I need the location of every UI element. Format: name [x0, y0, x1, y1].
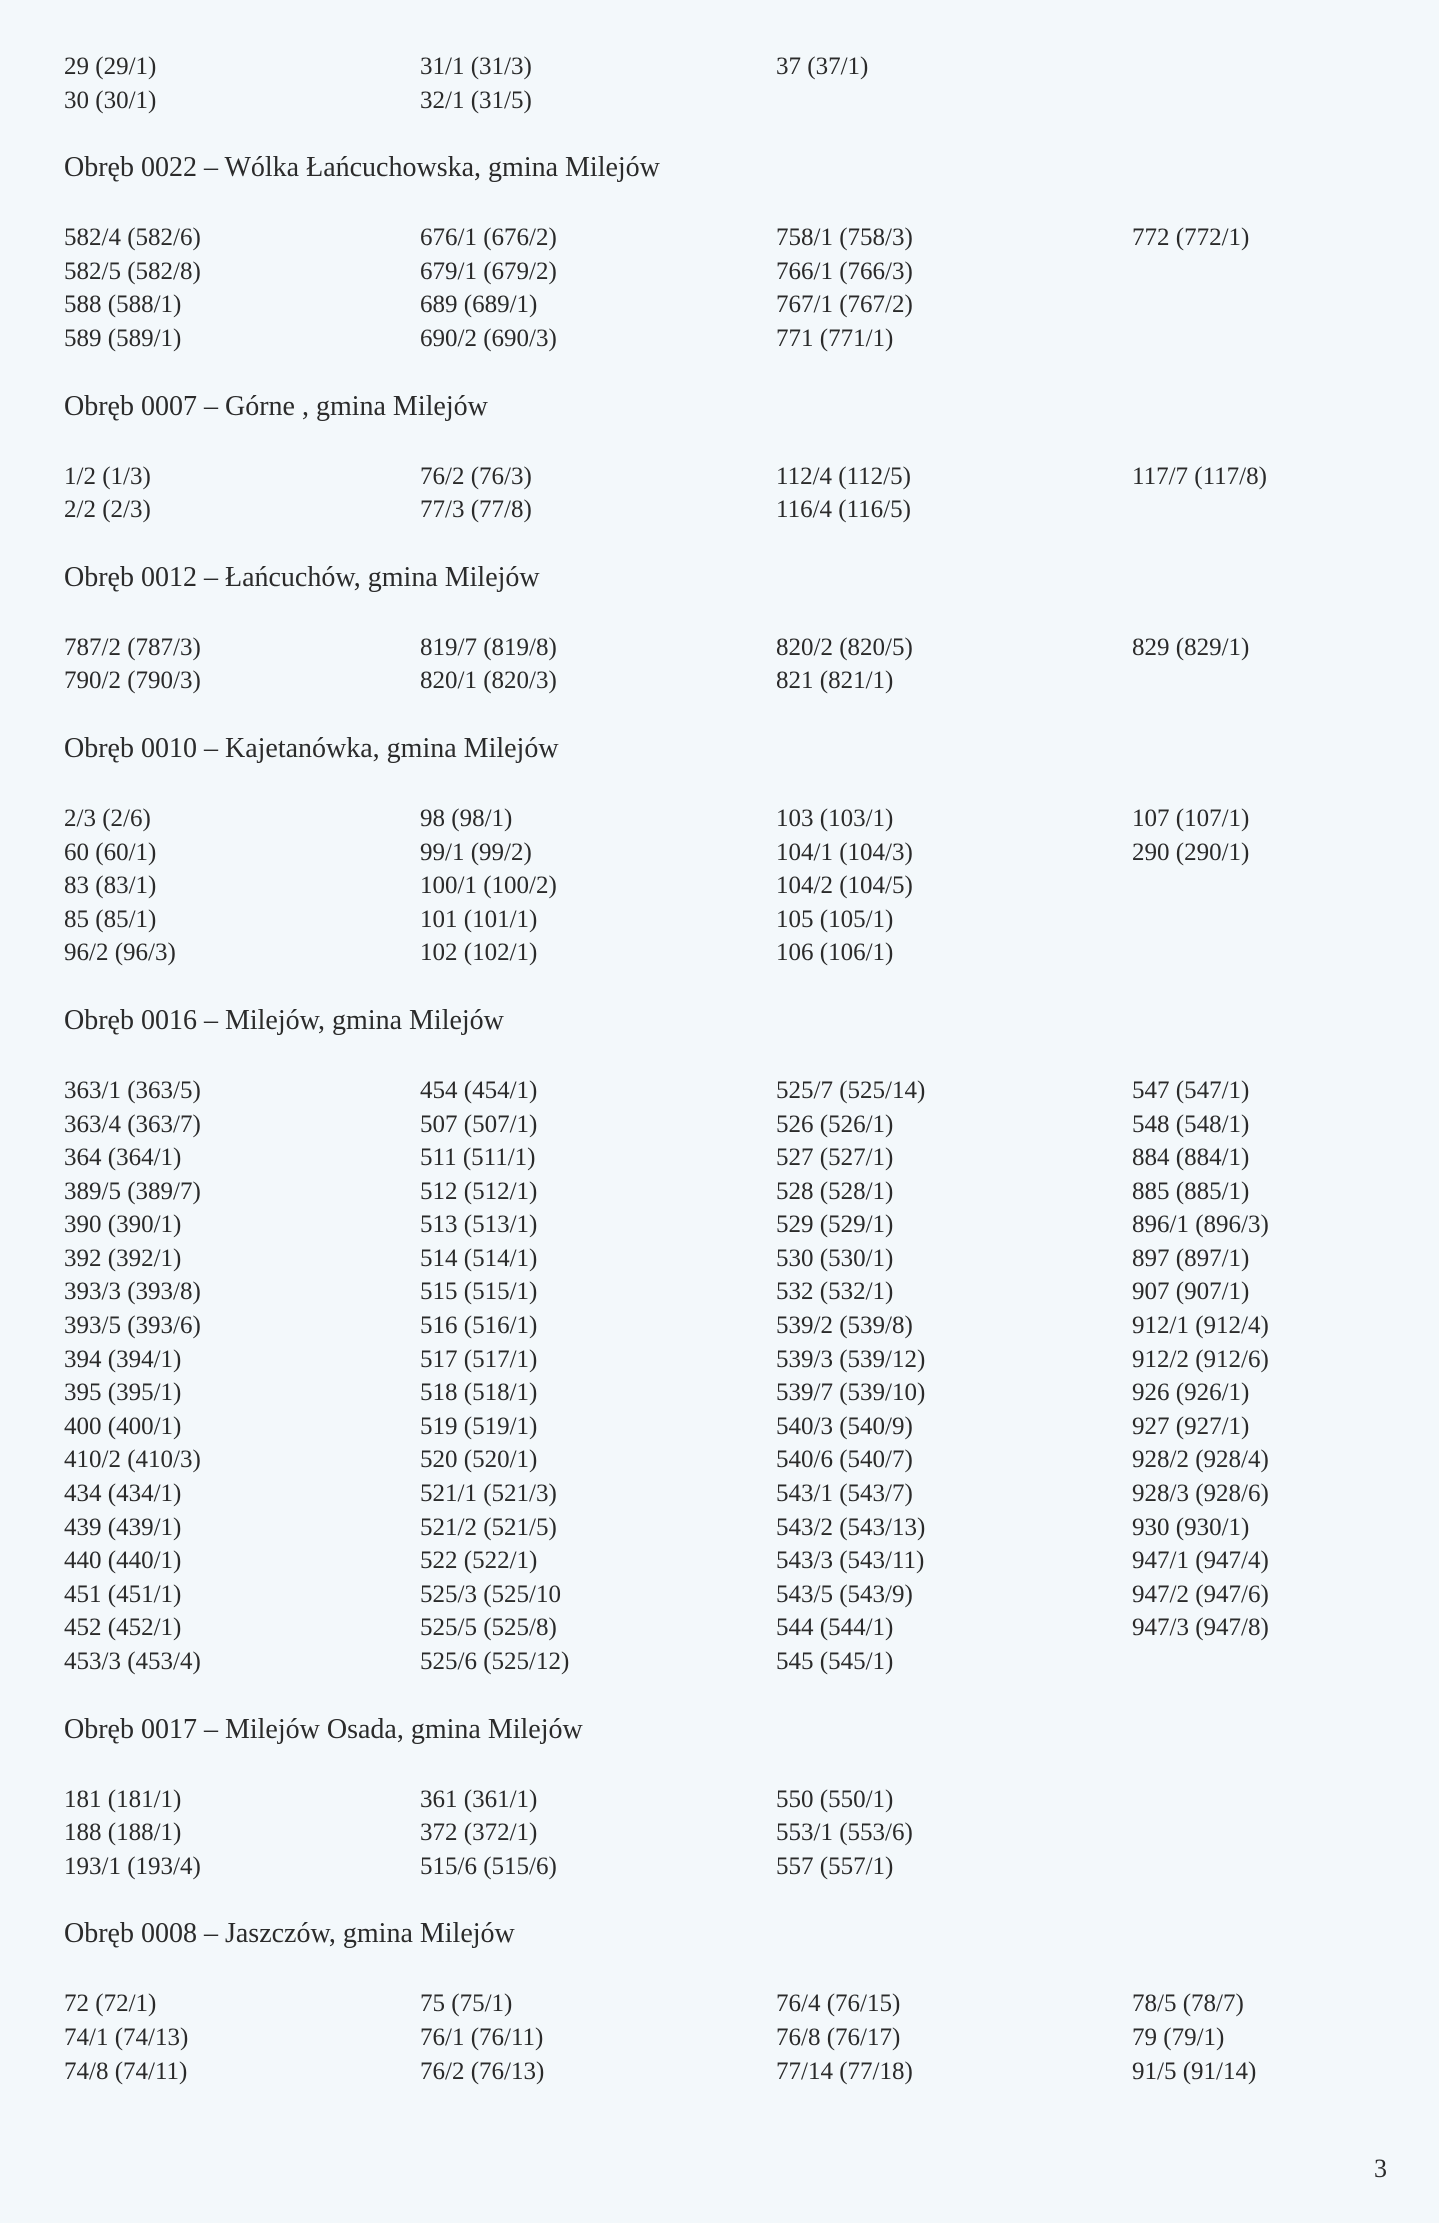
parcel-entry: 507 (507/1): [420, 1110, 538, 1138]
parcel-entry: 884 (884/1): [1132, 1144, 1250, 1172]
parcel-entry: 78/5 (78/7): [1132, 1990, 1244, 2018]
parcel-entry: 589 (589/1): [64, 324, 182, 352]
parcel-column: [776, 1074, 1132, 1679]
parcel-entry: 543/3 (543/11): [776, 1547, 925, 1575]
section-heading: Obręb 0008 – Jaszczów, gmina Milejów: [64, 1918, 515, 1950]
parcel-entry: 100/1 (100/2): [420, 872, 557, 900]
parcel-column: [420, 460, 776, 527]
parcel-entry: 37 (37/1): [776, 53, 869, 80]
parcel-entry: 91/5 (91/14): [1132, 2057, 1257, 2085]
parcel-entry: 540/3 (540/9): [776, 1412, 913, 1440]
parcel-grid: [64, 460, 1354, 527]
section-heading: Obręb 0017 – Milejów Osada, gmina Milejów: [64, 1713, 583, 1745]
parcel-column: [64, 460, 420, 527]
parcel-entry: 947/1 (947/4): [1132, 1547, 1269, 1575]
parcel-entry: 927 (927/1): [1132, 1412, 1250, 1440]
parcel-entry: 521/2 (521/5): [420, 1513, 557, 1541]
parcel-entry: 896/1 (896/3): [1132, 1211, 1269, 1239]
parcel-entry: 72 (72/1): [64, 1990, 157, 2018]
parcel-entry: 543/1 (543/7): [776, 1480, 913, 1508]
parcel-column: [776, 50, 1132, 117]
parcel-entry: 104/2 (104/5): [776, 872, 913, 900]
parcel-column: [64, 802, 420, 970]
parcel-entry: 439 (439/1): [64, 1513, 182, 1541]
parcel-entry: 394 (394/1): [64, 1345, 182, 1373]
parcel-column: [1132, 1783, 1354, 1884]
parcel-entry: 772 (772/1): [1132, 224, 1250, 252]
parcel-entry: 530 (530/1): [776, 1244, 894, 1272]
parcel-entry: 545 (545/1): [776, 1648, 894, 1675]
parcel-column: [420, 1074, 776, 1679]
document-body: [64, 50, 1354, 2122]
parcel-column: [64, 1074, 420, 1679]
parcel-entry: 907 (907/1): [1132, 1278, 1250, 1306]
parcel-grid: [64, 221, 1354, 355]
parcel-entry: 74/8 (74/11): [64, 2057, 188, 2085]
parcel-column: [1132, 1987, 1354, 2088]
parcel-entry: 544 (544/1): [776, 1614, 894, 1642]
parcel-entry: 2/3 (2/6): [64, 804, 151, 832]
parcel-entry: 543/2 (543/13): [776, 1513, 926, 1541]
parcel-entry: 103 (103/1): [776, 804, 894, 832]
parcel-entry: 548 (548/1): [1132, 1110, 1250, 1138]
parcel-entry: 525/5 (525/8): [420, 1614, 557, 1642]
parcel-entry: 821 (821/1): [776, 667, 894, 695]
parcel-entry: 102 (102/1): [420, 939, 538, 967]
parcel-entry: 32/1 (31/5): [420, 86, 532, 114]
parcel-entry: 364 (364/1): [64, 1144, 182, 1172]
parcel-column: [64, 50, 420, 117]
section-heading: Obręb 0016 – Milejów, gmina Milejów: [64, 1004, 504, 1036]
parcel-entry: 512 (512/1): [420, 1177, 538, 1205]
parcel-entry: 521/1 (521/3): [420, 1480, 557, 1508]
section-heading: Obręb 0010 – Kajetanówka, gmina Milejów: [64, 732, 559, 764]
parcel-entry: 76/2 (76/3): [420, 462, 532, 490]
parcel-entry: 188 (188/1): [64, 1819, 182, 1847]
parcel-entry: 104/1 (104/3): [776, 838, 913, 866]
parcel-entry: 392 (392/1): [64, 1244, 182, 1272]
parcel-entry: 452 (452/1): [64, 1614, 182, 1642]
parcel-entry: 676/1 (676/2): [420, 224, 557, 252]
parcel-grid: [64, 1987, 1354, 2088]
parcel-entry: 74/1 (74/13): [64, 2023, 189, 2051]
parcel-entry: 820/2 (820/5): [776, 633, 913, 661]
parcel-entry: 912/1 (912/4): [1132, 1312, 1269, 1340]
parcel-entry: 771 (771/1): [776, 324, 894, 352]
parcel-column: [420, 50, 776, 117]
parcel-entry: 947/3 (947/8): [1132, 1614, 1269, 1642]
parcel-entry: 75 (75/1): [420, 1990, 513, 2018]
parcel-column: [776, 802, 1132, 970]
parcel-entry: 513 (513/1): [420, 1211, 538, 1239]
parcel-entry: 515 (515/1): [420, 1278, 538, 1306]
parcel-entry: 107 (107/1): [1132, 804, 1250, 832]
parcel-entry: 522 (522/1): [420, 1547, 538, 1575]
parcel-section: [64, 390, 1354, 527]
parcel-entry: 582/5 (582/8): [64, 257, 201, 285]
parcel-entry: 515/6 (515/6): [420, 1852, 557, 1880]
parcel-entry: 76/4 (76/15): [776, 1990, 901, 2018]
parcel-entry: 389/5 (389/7): [64, 1177, 201, 1205]
parcel-entry: 539/2 (539/8): [776, 1312, 913, 1340]
parcel-entry: 689 (689/1): [420, 291, 538, 319]
parcel-entry: 526 (526/1): [776, 1110, 894, 1138]
parcel-column: [1132, 50, 1354, 117]
parcel-entry: 98 (98/1): [420, 804, 513, 832]
parcel-entry: 101 (101/1): [420, 905, 538, 933]
parcel-column: [776, 221, 1132, 355]
parcel-column: [1132, 631, 1354, 698]
parcel-entry: 582/4 (582/6): [64, 224, 201, 252]
parcel-entry: 99/1 (99/2): [420, 838, 532, 866]
parcel-entry: 31/1 (31/3): [420, 53, 532, 80]
parcel-entry: 588 (588/1): [64, 291, 182, 319]
parcel-column: [64, 1987, 420, 2088]
parcel-entry: 514 (514/1): [420, 1244, 538, 1272]
parcel-entry: 926 (926/1): [1132, 1379, 1250, 1407]
parcel-entry: 928/2 (928/4): [1132, 1446, 1269, 1474]
parcel-entry: 453/3 (453/4): [64, 1648, 201, 1675]
parcel-entry: 820/1 (820/3): [420, 667, 557, 695]
parcel-entry: 76/1 (76/11): [420, 2023, 544, 2051]
parcel-entry: 112/4 (112/5): [776, 462, 911, 490]
parcel-entry: 116/4 (116/5): [776, 496, 911, 524]
parcel-entry: 400 (400/1): [64, 1412, 182, 1440]
parcel-entry: 928/3 (928/6): [1132, 1480, 1269, 1508]
parcel-entry: 528 (528/1): [776, 1177, 894, 1205]
parcel-entry: 529 (529/1): [776, 1211, 894, 1239]
parcel-entry: 897 (897/1): [1132, 1244, 1250, 1272]
parcel-entry: 393/5 (393/6): [64, 1312, 201, 1340]
parcel-entry: 96/2 (96/3): [64, 939, 176, 967]
parcel-entry: 79 (79/1): [1132, 2023, 1225, 2051]
parcel-entry: 77/14 (77/18): [776, 2057, 913, 2085]
parcel-entry: 525/7 (525/14): [776, 1076, 926, 1104]
parcel-entry: 30 (30/1): [64, 86, 157, 114]
parcel-entry: 117/7 (117/8): [1132, 462, 1267, 490]
parcel-entry: 527 (527/1): [776, 1144, 894, 1172]
parcel-column: [1132, 802, 1354, 970]
parcel-entry: 83 (83/1): [64, 872, 157, 900]
parcel-grid: [64, 1783, 1354, 1884]
parcel-column: [64, 631, 420, 698]
parcel-entry: 519 (519/1): [420, 1412, 538, 1440]
parcel-entry: 1/2 (1/3): [64, 462, 151, 490]
parcel-column: [420, 1783, 776, 1884]
parcel-entry: 543/5 (543/9): [776, 1580, 913, 1608]
section-heading: Obręb 0012 – Łańcuchów, gmina Milejów: [64, 561, 540, 593]
parcel-grid: [64, 50, 1354, 117]
parcel-section: [64, 1713, 1354, 1884]
parcel-column: [776, 1783, 1132, 1884]
parcel-section: [64, 561, 1354, 698]
parcel-entry: 790/2 (790/3): [64, 667, 201, 695]
parcel-entry: 947/2 (947/6): [1132, 1580, 1269, 1608]
parcel-column: [776, 631, 1132, 698]
parcel-entry: 361 (361/1): [420, 1785, 538, 1813]
page-number: 3: [1374, 2154, 1387, 2183]
parcel-entry: 393/3 (393/8): [64, 1278, 201, 1306]
parcel-entry: 106 (106/1): [776, 939, 894, 967]
parcel-column: [776, 1987, 1132, 2088]
parcel-column: [1132, 460, 1354, 527]
parcel-entry: 76/2 (76/13): [420, 2057, 545, 2085]
parcel-entry: 557 (557/1): [776, 1852, 894, 1880]
parcel-entry: 29 (29/1): [64, 53, 157, 80]
parcel-entry: 181 (181/1): [64, 1785, 182, 1813]
parcel-section: [64, 50, 1354, 117]
parcel-entry: 885 (885/1): [1132, 1177, 1250, 1205]
parcel-entry: 766/1 (766/3): [776, 257, 913, 285]
parcel-column: [420, 1987, 776, 2088]
parcel-entry: 85 (85/1): [64, 905, 157, 933]
parcel-entry: 767/1 (767/2): [776, 291, 913, 319]
parcel-entry: 539/3 (539/12): [776, 1345, 926, 1373]
parcel-entry: 2/2 (2/3): [64, 496, 151, 524]
parcel-entry: 553/1 (553/6): [776, 1819, 913, 1847]
parcel-entry: 410/2 (410/3): [64, 1446, 201, 1474]
parcel-column: [64, 1783, 420, 1884]
parcel-entry: 390 (390/1): [64, 1211, 182, 1239]
parcel-column: [1132, 221, 1354, 355]
parcel-entry: 363/1 (363/5): [64, 1076, 201, 1104]
parcel-entry: 363/4 (363/7): [64, 1110, 201, 1138]
parcel-column: [1132, 1074, 1354, 1679]
parcel-column: [420, 221, 776, 355]
parcel-entry: 516 (516/1): [420, 1312, 538, 1340]
parcel-entry: 434 (434/1): [64, 1480, 182, 1508]
parcel-entry: 690/2 (690/3): [420, 324, 557, 352]
section-heading: Obręb 0007 – Górne , gmina Milejów: [64, 390, 488, 422]
parcel-entry: 829 (829/1): [1132, 633, 1250, 661]
parcel-entry: 395 (395/1): [64, 1379, 182, 1407]
parcel-entry: 539/7 (539/10): [776, 1379, 926, 1407]
parcel-column: [776, 460, 1132, 527]
parcel-column: [420, 802, 776, 970]
parcel-entry: 76/8 (76/17): [776, 2023, 901, 2051]
parcel-entry: 758/1 (758/3): [776, 224, 913, 252]
parcel-entry: 372 (372/1): [420, 1819, 538, 1847]
parcel-column: [64, 221, 420, 355]
section-heading: Obręb 0022 – Wólka Łańcuchowska, gmina Milejów: [64, 152, 660, 184]
parcel-entry: 525/6 (525/12): [420, 1648, 570, 1675]
parcel-entry: 60 (60/1): [64, 838, 157, 866]
parcel-column: [420, 631, 776, 698]
parcel-entry: 518 (518/1): [420, 1379, 538, 1407]
parcel-entry: 105 (105/1): [776, 905, 894, 933]
parcel-entry: 454 (454/1): [420, 1076, 538, 1104]
parcel-section: [64, 151, 1354, 355]
parcel-entry: 520 (520/1): [420, 1446, 538, 1474]
parcel-entry: 77/3 (77/8): [420, 496, 532, 524]
parcel-entry: 517 (517/1): [420, 1345, 538, 1373]
parcel-entry: 930 (930/1): [1132, 1513, 1250, 1541]
parcel-section: [64, 1004, 1354, 1679]
parcel-entry: 525/3 (525/10: [420, 1580, 561, 1608]
parcel-entry: 550 (550/1): [776, 1785, 894, 1813]
parcel-section: [64, 732, 1354, 970]
parcel-entry: 290 (290/1): [1132, 838, 1250, 866]
parcel-entry: 511 (511/1): [420, 1144, 536, 1172]
parcel-entry: 912/2 (912/6): [1132, 1345, 1269, 1373]
parcel-entry: 547 (547/1): [1132, 1076, 1250, 1104]
parcel-entry: 819/7 (819/8): [420, 633, 557, 661]
parcel-entry: 540/6 (540/7): [776, 1446, 913, 1474]
parcel-grid: [64, 631, 1354, 698]
parcel-entry: 193/1 (193/4): [64, 1852, 201, 1880]
parcel-section: [64, 1917, 1354, 2088]
parcel-grid: [64, 1074, 1354, 1679]
parcel-entry: 451 (451/1): [64, 1580, 182, 1608]
parcel-entry: 787/2 (787/3): [64, 633, 201, 661]
parcel-entry: 532 (532/1): [776, 1278, 894, 1306]
parcel-grid: [64, 802, 1354, 970]
parcel-entry: 679/1 (679/2): [420, 257, 557, 285]
parcel-entry: 440 (440/1): [64, 1547, 182, 1575]
